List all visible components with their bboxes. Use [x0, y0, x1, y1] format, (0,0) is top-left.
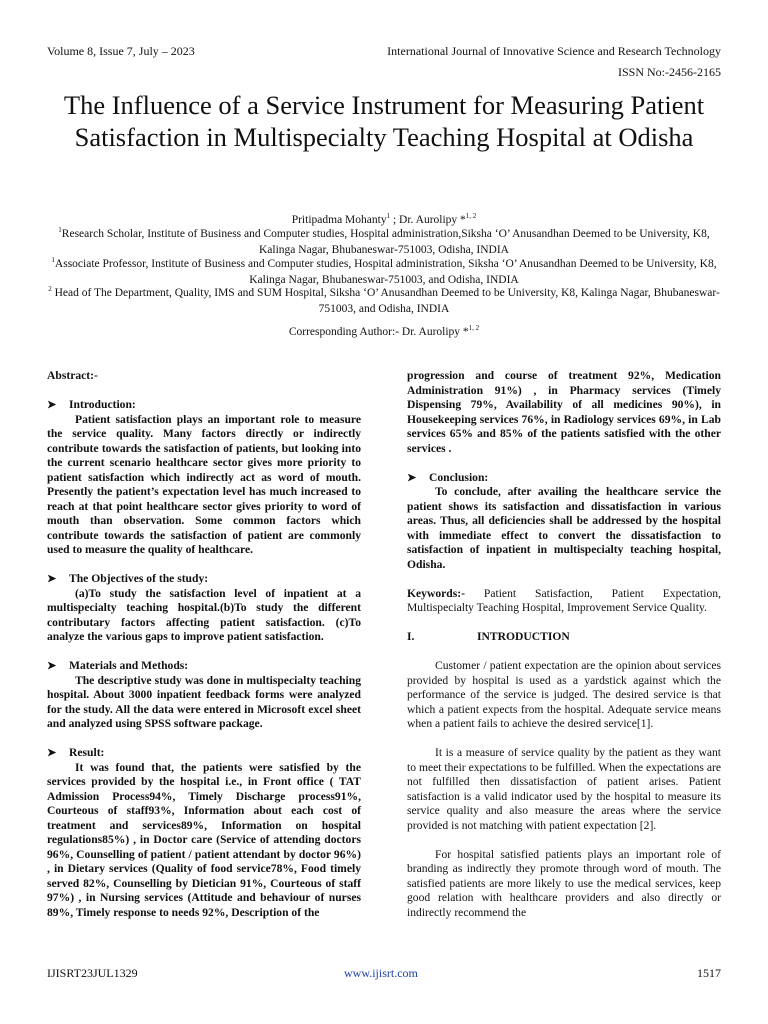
- abstract-label: Abstract:-: [47, 369, 98, 382]
- heading-text: Materials and Methods:: [69, 659, 189, 672]
- abstract-introduction-body: Patient satisfaction plays an important role to measure the service quality. Many factors directly or indirectly contribute towards the satisfaction of patients, but looking into the current scenario healthcare sector gives more priority to patient satisfaction which indirectly act as word of mouth. Presently the patient’s expectation level has much increased to reach at that point healthcare sector gives priority to word of mouth than observation. Some common factors which contribute towards the satisfaction of patient are commonly used to measure the quality of healthcare.: [47, 412, 361, 556]
- keywords-label: Keywords:-: [407, 586, 465, 600]
- affiliation-sup: 2: [48, 285, 52, 294]
- volume-info: Volume 8, Issue 7, July – 2023: [47, 44, 195, 58]
- affiliation-text: Head of The Department, Quality, IMS and SUM Hospital, Siksha ‘O’ Anusandhan Deemed to be University, K8, Kalinga Nagar, Bhubaneswar-751003, and Odisha, INDIA: [51, 287, 720, 315]
- heading-text: The Objectives of the study:: [69, 572, 209, 585]
- bullet-arrow-icon: ➤: [47, 399, 57, 411]
- author-separator: ;: [390, 214, 400, 226]
- page-number: 1517: [697, 966, 721, 980]
- corresponding-author: [40, 324, 728, 340]
- abstract-objectives-heading: [47, 572, 361, 587]
- keywords: [407, 587, 721, 616]
- affiliation: [40, 256, 728, 288]
- bullet-arrow-icon: ➤: [47, 573, 57, 585]
- journal-url-link[interactable]: www.ijisrt.com: [344, 966, 418, 980]
- author-name: Pritipadma Mohanty: [291, 214, 387, 226]
- bullet-arrow-icon: ➤: [407, 471, 417, 484]
- intro-paragraph: For hospital satisfied patients plays an important role of branding as indirectly they promote through word of mouth. The satisfied patients are more likely to use the medical services, keep good relation with healthcare providers and also directly or indirectly recommend the: [407, 847, 721, 919]
- corresponding-text: Corresponding Author:- Dr. Aurolipy *: [288, 326, 469, 338]
- affiliation-sup: 1: [51, 256, 55, 265]
- author-sup: 1: [386, 212, 391, 221]
- corresponding-sup: 1, 2: [468, 324, 480, 333]
- affiliation-text: Research Scholar, Institute of Business and Computer studies, Hospital administration,Siksha ‘O’ Anusandhan Deemed to be University, K8, Kalinga Nagar, Bhubaneswar-751003, Odisha, INDIA: [61, 228, 710, 256]
- heading-text: Introduction:: [69, 398, 136, 411]
- abstract-methods-heading: [47, 659, 361, 674]
- abstract-introduction-heading: [47, 398, 361, 413]
- affiliation-sup: 1: [58, 226, 62, 235]
- abstract-result-heading: [47, 746, 361, 761]
- abstract-result-continued: progression and course of treatment 92%, Medication Administration 91%) , in Pharmacy services (Timely Dispensing 79%, Availability of all medicines 90%), in Housekeeping services 76%, in Radiology services 69%, in Lab services 65% and 85% of the patients satisfied with the other services .: [407, 369, 721, 455]
- bullet-arrow-icon: ➤: [47, 747, 57, 759]
- journal-name: International Journal of Innovative Science and Research Technology: [387, 44, 721, 58]
- intro-paragraph: It is a measure of service quality by the patient as they want to meet their expectations to be fulfilled. When the expectations are not fulfilled then dissatisfaction of patient arises. Patient satisfaction is a valid indicator used by the hospital to measure its service quality and also measure the areas where the service provided is not matching with patient expectation [2].: [407, 746, 721, 832]
- bullet-arrow-icon: ➤: [47, 660, 57, 672]
- author-sup: 1, 2: [465, 212, 477, 221]
- left-column: [47, 369, 361, 920]
- paper-title: The Influence of a Service Instrument for Measuring Patient Satisfaction in Multispecialty Teaching Hospital at Odisha: [63, 90, 705, 152]
- section-heading: [407, 630, 721, 645]
- issn: ISSN No:-2456-2165: [617, 65, 721, 79]
- right-column: [407, 369, 721, 920]
- heading-text: Result:: [69, 746, 105, 759]
- affiliation: [40, 285, 728, 317]
- author-name: Dr. Aurolipy *: [399, 214, 466, 226]
- section-number: I.: [407, 630, 415, 643]
- abstract-conclusion-heading: [407, 471, 721, 486]
- keywords-text: Patient Satisfaction, Patient Expectation, Multispecialty Teaching Hospital, Improvement Service Quality.: [407, 586, 721, 614]
- intro-paragraph: Customer / patient expectation are the opinion about services provided by hospital is used as a yardstick against which the performance of the service is judged. The desired service is that which a patient expects from the hospital. Adequate service means when a patient fails to achieve the desired service[1].: [407, 659, 721, 730]
- heading-text: Conclusion:: [429, 470, 489, 484]
- paper-code: IJISRT23JUL1329: [47, 966, 138, 980]
- affiliation: [40, 226, 728, 258]
- section-title: INTRODUCTION: [477, 630, 570, 643]
- abstract-methods-body: The descriptive study was done in multispecialty teaching hospital. About 3000 inpatient feedback forms were analyzed for the study. All the data were entered in Microsoft excel sheet and analyzed using SPSS software package.: [47, 673, 361, 730]
- abstract-conclusion-body: To conclude, after availing the healthcare service the patient shows its satisfaction and dissatisfaction in various areas. Thus, all deficiencies shall be addressed by the hospital with immediate effect to convert the dissatisfaction to satisfaction of inpatient in multispecialty teaching hospital, Odisha.: [407, 485, 721, 571]
- affiliation-text: Associate Professor, Institute of Business and Computer studies, Hospital administration, Siksha ‘O’ Anusandhan Deemed to be University, K8, Kalinga Nagar, Bhubaneswar-751003, and Odisha, INDIA: [54, 258, 717, 286]
- abstract-result-body: It was found that, the patients were satisfied by the services provided by the hospital i.e., in Front office ( TAT Admission Process94%, Timely Discharge process91%, Courteous of staff93%, Information about each cost of treatment and services89%, Information on hospital regulations85%) , in Doctor care (Service of attending doctors 96%, Counselling of patient / patient attendant by doctor 96%) , in Dietary services (Quality of food service78%, Food timely served 82%, Counselling by Dietician 91%, Courteous of staff 97%) , in Nursing services (Attitude and behaviour of nurses 89%, Timely response to needs 92%, Description of the: [47, 760, 361, 919]
- abstract-objectives-body: (a)To study the satisfaction level of inpatient at a multispecialty teaching hospital.(b)To study the different contributary factors affecting patient satisfaction. (c)To analyze the various gaps to improve patient satisfaction.: [47, 586, 361, 643]
